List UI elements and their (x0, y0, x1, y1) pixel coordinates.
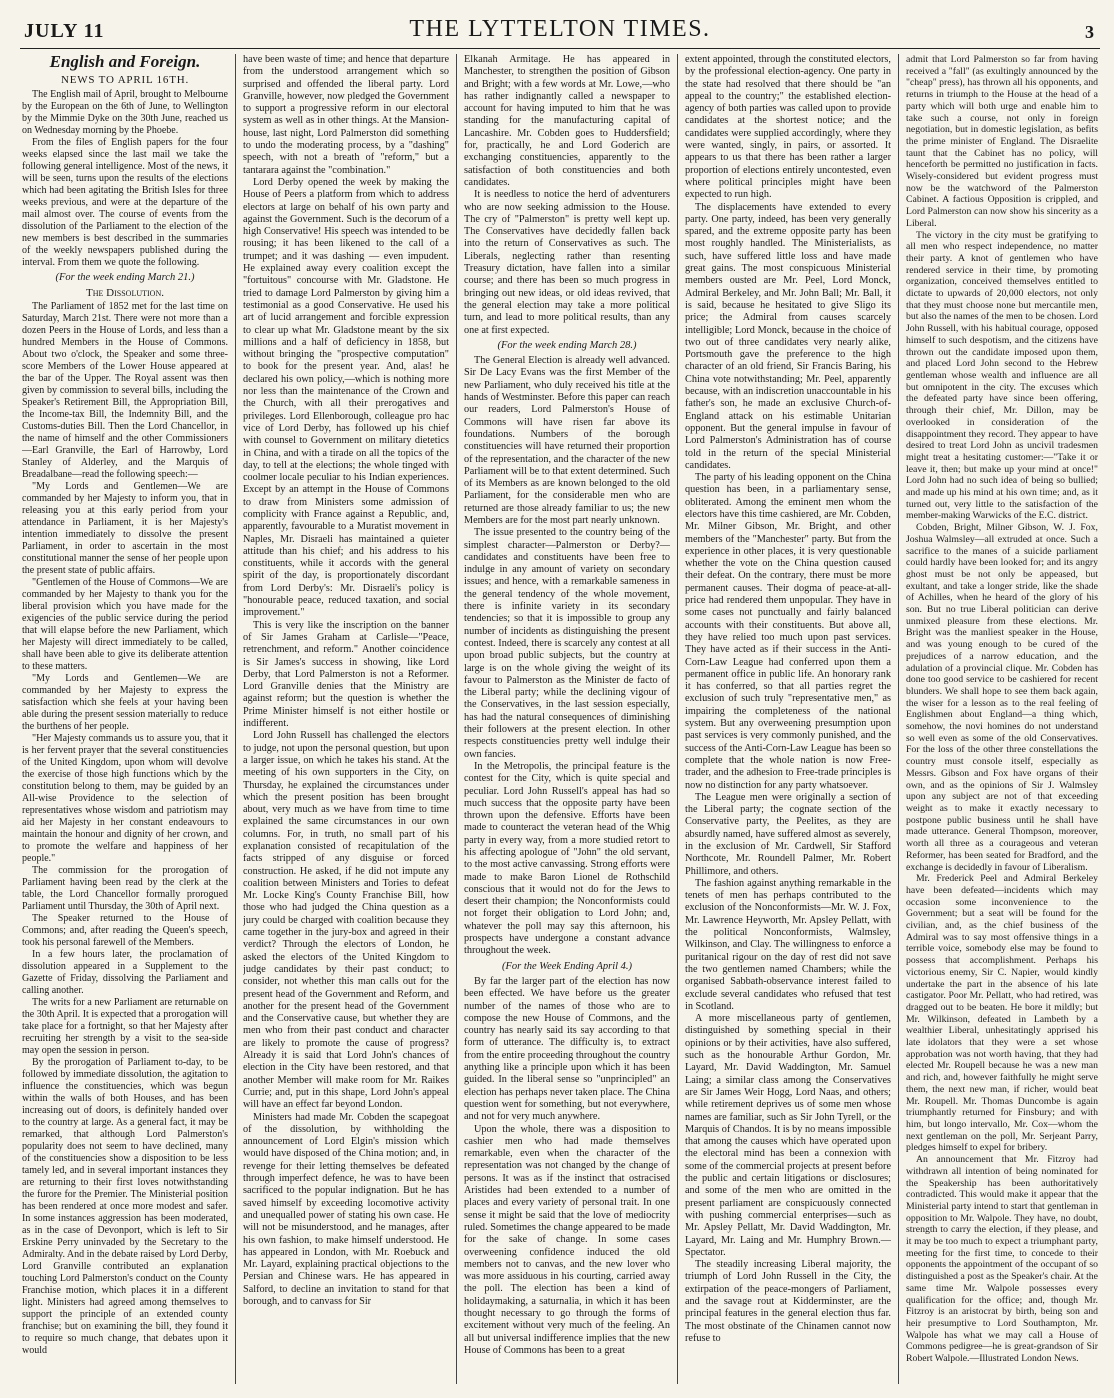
column-2 (243, 54, 449, 1384)
column-rule (235, 54, 236, 1384)
article-paragraph: An announcement that Mr. Fitzroy had withdrawn all intention of being nominated for the Speakership has been authoritatively contradicted. This would make it appear that the Ministerial party intend to start that gentleman in opposition to Mr. Walpole. They have, no doubt, strength to carry the election, if they please, and it may be too much to expect a triumphant party, meeting for the first time, to concede to their opponents the appointment of the occupant of so distinguished a post as the Speaker's chair. At the same time Mr. Walpole possesses every qualification for the office; and, though Mr. Fitzroy is an aristocrat by birth, being son and heir presumptive to Lord Southampton, Mr. Walpole has what we may call a House of Commons pedigree—he is great-grandson of Sir Robert Walpole.—Illustrated London News. (906, 1154, 1098, 1365)
article-paragraph: It is needless to notice the herd of adventurers who are now seeking admission to the House. The cry of "Palmerston" is pretty well kept up. The Conservatives have decidedly fallen back into the return of Conservatives as such. The Liberals, neglecting rather than resenting Treasury dictation, have fallen into a similar course; and there has been so much progress in bringing out new ideas, or old ideas revived, that the general election may take a more political turn, and lead to more political results, than any one at first expected. (464, 189, 670, 336)
article-paragraph: The Speaker returned to the House of Commons; and, after reading the Queen's speech, took his personal farewell of the Members. (22, 913, 228, 948)
column-5 (906, 54, 1098, 1384)
article-paragraph: In the Metropolis, the principal feature is the contest for the City, which is quite special and peculiar. Lord John Russell's appeal has had so much success that the opposite party have been thrown upon the defensive. Efforts have been made to counteract the veteran head of the Whig party in every way, from a more studied retort to his affecting apologue of "John" the old servant, to the most active canvassing. Strong efforts were made to make Baron Lionel de Rothschild conscious that it would not do for the Jews to desert their champion; the Nonconformists could not forget their obligation to Lord John; and, whatever the poll may say this afternoon, his prospects have undergone a constant advance throughout the week. (464, 760, 670, 957)
column-rule (456, 54, 457, 1384)
dateline-heading: (For the Week Ending April 4.) (501, 960, 633, 972)
article-paragraph: "My Lords and Gentlemen—We are commanded by her Majesty to inform you, that in releasing you at this early period from your attendance in Parliament, it is her Majesty's intention immediately to dissolve the present Parliament, in order to ascertain in the most constitutional manner the sense of her people upon the present state of public affairs. (22, 481, 228, 576)
article-paragraph: Upon the whole, there was a disposition to cashier men who had made themselves remarkable, even when the character of the representation was not changed by the change of persons. It was as if the instinct that ostracised Aristides had been extended to a number of places and every variety of personal trait. In one sense it might be said that the love of mediocrity ruled. Sometimes the change appeared to be made for the sake of change. In some cases overweening confidence induced the old members not to canvas, and the new lover who was more assiduous in his courting, carried away the poll. The election has been a kind of holidaymaking, a saturnalia, in which it has been thought necessary to go through the forms of excitement without very much of the feeling. An all but universal indifference implies that the new House of Commons has been to a great (464, 1123, 670, 1356)
article-paragraph: The English mail of April, brought to Melbourne by the European on the 6th of June, to Wellington by the Mimmie Dyke on the 30th June, reached us on Wednesday morning by the Phoebe. (22, 89, 228, 136)
article-paragraph: In a few hours later, the proclamation of dissolution appeared in a Supplement to the Gazette of Friday, dissolving the Parliament and calling another. (22, 949, 228, 996)
page-number: 3 (1085, 22, 1094, 42)
section-subheading: NEWS TO APRIL 16TH. (60, 74, 190, 86)
masthead (20, 8, 1100, 49)
article-paragraph: The party of his leading opponent on the China question has been, in a parliamentary sense, obliterated. Among the eminent men whom the electors have this time cashiered, are Mr. Cobden, Mr. Milner Gibson, Mr. Bright, and other members of the "Manchester" party. But from the experience in other places, it is very questionable whether the vote on the China question caused their defeat. On the contrary, there must be more permanent causes. Their dogma of peace-at-all-price had rendered them unpopular. They have in some cases not punctually and fairly balanced accounts with their constituents. But above all, they have relied too much upon past services. They have acted as if their success in the Anti-Corn-Law League had conferred upon them a permanent office in public life. An honorary rank it has conferred, so that all parties regret the exclusion of such truly "representative men," as impairing the completeness of the national system. But any overweening presumption upon past services is very commonly punished, and the success of the Anti-Corn-Law League has been so complete that the whole nation is now Free-trader, and the adhesion to Free-trade principles is now no distinction for any party whatsoever. (685, 472, 891, 791)
article-paragraph: The commission for the prorogation of Parliament having been read by the clerk at the table, the Lord Chancellor formally prorogued Parliament until Thursday, the 30th of April next. (22, 865, 228, 912)
article-paragraph: The issue presented to the country being of the simplest character—Palmerston or Derby?—candidates and constituents have been free to indulge in any amount of variety on secondary issues; and hence, with a remarkable sameness in the general tendency of the whole movement, there is infinite variety in its secondary tendencies; so that it is impossible to group any number of incidents as distinguishing the present contest. Indeed, there is scarcely any contest at all upon broad public subjects, but the country at large is on the whole giving the weight of its favour to Palmerston as the Minister de facto of the Liberal party; while the declining vigour of the Conservatives, in the last session especially, has had the natural consequences of diminishing their followers at the present election. In other respects constituencies pretty well indulge their own fancies. (464, 527, 670, 760)
section-heading: English and Foreign. (49, 54, 201, 71)
article-paragraph: Elkanah Armitage. He has appeared in Manchester, to strengthen the position of Gibson and Bright; with a few words at Mr. Lowe,—who has rather indignantly called a newspaper to account for having imputed to him that he was standing for the manufacturing capital of Lancashire. Mr. Cobden goes to Huddersfield; for, practically, he and Lord Goderich are exchanging constituencies, apparently to the satisfaction of both constituencies and both candidates. (464, 54, 670, 188)
article-paragraph: The League men were originally a section of the Liberal party; the cognate section of the Conservative party, the Peelites, as they are absurdly named, have suffered almost as severely, in the exclusion of Mr. Cardwell, Sir Stafford Northcote, Mr. Roundell Palmer, Mr. Robert Phillimore, and others. (685, 791, 891, 877)
dateline-heading: (For the week ending March 28.) (497, 339, 637, 351)
newspaper-title: THE LYTTELTON TIMES. (409, 16, 711, 42)
article-paragraph: "Her Majesty commands us to assure you, that it is her fervent prayer that the several constituencies of the United Kingdom, upon whom will devolve the exercise of those high functions which by the constitution belong to them, may be guided by an All-wise Providence to the selection of representatives whose wisdom and patriotism may aid her Majesty in her constant endeavours to maintain the honour and dignity of her crown, and to promote the welfare and happiness of her people." (22, 733, 228, 864)
article-paragraph: By far the larger part of the election has now been effected. We have before us the greater number of the names of those who are to compose the new House of Commons, and the country has nearly said its say according to that form of utterance. The difficulty is, to extract from the entire proceeding throughout the country anything like a principle upon which it has been guided. In the liberal sense so "unprincipled" an election has perhaps never taken place. The China question went for something, but not everywhere, and not for very much anywhere. (464, 975, 670, 1123)
dateline-heading: (For the week ending March 21.) (55, 272, 195, 283)
article-paragraph: The writs for a new Parliament are returnable on the 30th April. It is expected that a prorogation will take place for a fortnight, so that her Majesty after recruiting her strength by a visit to the sea-side may open the session in person. (22, 997, 228, 1056)
article-paragraph: extent appointed, through the constituted electors, by the professional election-agency. One party in the state had resolved that there should be "an appeal to the country;" the established election-agency of both parties was called upon to provide candidates at the shortest notice; and the candidates were supplied accordingly, where they were wanted, singly, in pairs, or assorted. It appears to us that there has been rather a larger proportion of elections entirely uncontested, even where political principles might have been expected to run high. (685, 54, 891, 201)
subsection-heading: The Dissolution. (86, 287, 164, 299)
column-4 (685, 54, 891, 1384)
article-paragraph: By the prorogation of Parliament to-day, to be followed by immediate dissolution, the agitation to influence the constituencies, which was begun within the walls of both Houses, and has been increasing out of doors, is definitely handed over to the country at large. As a general fact, it may be remarked, that although Lord Palmerston's popularity does not seem to have declined, many of the constituencies show a disposition to be less tamely led, and in several important instances they are returning to their first loves notwithstanding the furore for the Premier. The Ministerial position has been rendered at once more modest and safer. In some instances aggression has been moderated, as in the case of Devonport, which is left to Sir Erskine Perry uninvaded by the Secretary to the Admiralty. And in the debate raised by Lord Derby, Lord Granville contributed an explanation touching Lord Palmerston's conduct on the County Franchise motion, which places it in a different light. Ministers had agreed among themselves to support the principle of an extended county franchise; but on examining the bill, they found it to require so much change, that debates upon it would (22, 1057, 228, 1356)
column-rule (898, 54, 899, 1384)
article-columns (22, 54, 1102, 1384)
article-paragraph: Mr. Frederick Peel and Admiral Berkeley have been defeated—incidents which may occasion some inconvenience to the Government; but a seat will be found for the civilian, and, as the chief business of the Admiral was to say most offensive things in a terrible voice, somebody else may be found to possess that accomplishment. Perhaps his victorious enemy, Sir C. Napier, would kindly undertake the part in the absence of his late castigator. Poor Mr. Pellatt, who had retired, was dragged out to be beaten. He bore it mildly; but Mr. Wilkinson, defeated in Lambeth by a wealthier Liberal, unhesitatingly apprised his late idolators that they were a set whose approbation was not worth having, that they had elected Mr. Roupell because he was a new man and rich, and, however faithfully he might serve them, the next new man, if richer, would beat Mr. Roupell. Mr. Thomas Duncombe is again triumphantly returned for Finsbury; and with him, but longo intervallo, Mr. Cox—whom the next gentleman on the poll, Mr. Serjeant Parry, pledges himself to expel for bribery. (906, 873, 1098, 1154)
article-paragraph: Lord John Russell has challenged the electors to judge, not upon the personal question, but upon a larger issue, on which he takes his stand. At the meeting of his own supporters in the City, on Thursday, he explained the circumstances under which the present position has been brought about, very much as we have from time to time explained the same circumstances in our own columns. For, in truth, no small part of his explanation consisted of recapitulation of the facts stripped of any disguise or forced construction. He asked, if he did not impute any coalition between Ministers and Tories to defeat Mr. Locke King's County Franchise Bill, how those who had judged the China question as a jury could be charged with coalition because they came together in the jury-box and agreed in their verdict? Through the electors of London, he asked the electors of the United Kingdom to judge candidates by their past conduct; to consider, not whether this man calls out for the present head of the Government and Reform, and another for the present head of the Government and the Conservative cause, but whether they are men who from their past conduct and character are likely to promote the cause of progress? Already it is said that Lord John's chances of election in the City have been restored, and that another Member will make room for Mr. Raikes Currie; and, put in this shape, Lord John's appeal will have an effect far beyond London. (243, 730, 449, 1111)
article-paragraph: Cobden, Bright, Milner Gibson, W. J. Fox, Joshua Walmsley—all extruded at once. Such a sacrifice to the manes of a suicide parliament could hardly have been looked for; and its angry ghost must be not only be appeased, but exultant, and take a longer stride, like the shade of Achilles, when he heard of the glory of his son. But no true Liberal politician can derive unmixed pleasure from these elections. Mr. Bright was the manliest speaker in the House, and was young enough to be cured of the prejudices of a narrow education, and the adulation of a provincial clique. Mr. Cobden has done too good service to be cashiered for recent blunders. We shall hope to see them back again, the wiser for a lesson as to the real feeling of Englishmen about England—a thing which, somehow, the novi homines do not understand so well even as some of the old Conservatives. For the loss of the other three constellations the country must console itself, especially as Messrs. Gibson and Fox have organs of their own, and as the opinions of Sir J. Walmsley upon any subject are not of that exceeding weight as to make it exactly necessary to postpone public business until he shall have made utterance. General Thompson, moreover, worth all three as a courageous and veteran Reformer, has been seated for Bradford, and the exchange is decidedly in favour of Liberalism. (906, 522, 1098, 873)
article-paragraph: Ministers had made Mr. Cobden the scapegoat of the dissolution, by withholding the announcement of Lord Elgin's mission which would have disposed of the China motion; and, in revenge for their letting themselves be defeated through imperfect defence, he was to have been sacrificed to the popular indignation. But he has saved himself by exceeding locomotive activity and unequalled power of stating his own case. He will not be misunderstood, and he manages, after his own fashion, to make himself understood. He has appeared in London, with Mr. Roebuck and Mr. Layard, explaining practical objections to the Persian and Chinese wars. He has appeared in Salford, to decline an invitation to stand for that borough, and to canvass for Sir (243, 1111, 449, 1307)
article-paragraph: have been waste of time; and hence that departure from the understood arrangement which so surprised and offended the liberal party. Lord Granville, however, now pledged the Government to support a progressive reform in our electoral system as well as in other things. At the Mansion-house, last night, Lord Palmerston did something to undo the moderating process, by a "dashing" speech, with not a breath of "reform," but a tantarara against the "combination." (243, 54, 449, 176)
article-paragraph: "My Lords and Gentlemen—We are commanded by her Majesty to express the satisfaction which she feels at your having been able during the present session materially to reduce the burthens of her people. (22, 673, 228, 732)
article-paragraph: The fashion against anything remarkable in the tenets of men has perhaps contributed to the exclusion of the Nonconformists—Mr. W. J. Fox, Mr. Lawrence Heyworth, Mr. Apsley Pellatt, with the political Nonconformists, Walmsley, Wilkinson, and Clay. The willingness to enforce a puritanical rigour on the day of rest did not save the two gentlemen named Chambers; while the organised Sabbath-observance interest failed to exclude several candidates who refused that test in Scotland. (685, 877, 891, 1012)
article-paragraph: From the files of English papers for the four weeks elapsed since the last mail we take the following general intelligence. Most of the news, it will be seen, turns upon the results of the elections which had been agitating the British Isles for three weeks previous, and were at the departure of the mail almost over. The course of events from the dissolution of the Parliament to the election of the new members is best described in the summaries of the weekly newspapers published during the interval. From them we quote the following. (22, 137, 228, 268)
column-1 (22, 54, 228, 1384)
article-paragraph: Lord Derby opened the week by making the House of Peers a platform from which to address electors at large on behalf of his own party and against the Government. Such is the decorum of a high Conservative! His speech was intended to be rousing; it has been likened to the call of a trumpet; and it was dashing — even impudent. He explained away every coalition except the "fortuitous" concourse with Mr. Gladstone. He tried to damage Lord Palmerston by giving him a testimonial as a good Conservative. He used his art of lucid arrangement and forcible expression to clear up what Mr. Gladstone meant by the six millions and a half of deficiency in 1858, but without bringing the "prospective computation" to book for the present year. And, alas! he declared his own policy,—which is nothing more nor less than the maintenance of the Crown and the Church, with all their prerogatives and privileges. Lord Ellenborough, colleague pro hac vice of Lord Derby, has followed up his chief with counsel to Government on military dietetics in China, and with a tirade on all the topics of the day, to tell at the elections; the whole tinged with coolmer locale peculiar to his Indian experiences. Except by an attempt in the House of Commons to draw from Ministers some admission of complicity with France against a Republic, and, apparently, favourable to a Muratist movement in Naples, Mr. Disraeli has maintained a quieter attitude than his chief; and his address to his constituents, while it accords with the general spirit of the day, is proportionately discordant from Lord Derby's: Mr. Disraeli's policy is "honourable peace, reduced taxation, and social improvement." (243, 176, 449, 619)
issue-date: JULY 11 (24, 20, 105, 42)
article-paragraph: The victory in the city must be gratifying to all men who respect independence, no matter their party. A knot of gentlemen who have rendered service in their time, by promoting organization, conceived themselves entitled to dictate to upwards of 20,000 electors, not only that they must choose none but mercantile men, but also the names of the men to be chosen. Lord John Russell, with his habitual courage, opposed himself to such despotism, and the citizens have thrown out the candidate imposed upon them, and placed Lord John second to the Hebrew gentleman whose wealth and influence are all but omnipotent in the city. The excuses which the defeated party have since been offering, through their chief, Mr. Dillon, may be overlooked in consideration of the disappointment they record. They appear to have desired to treat Lord John as uncivil tradesmen might treat a hesitating customer:—"Take it or leave it, then; but make up your mind at once!" Lord John had no such idea of being so bullied; and made up his mind at his own time; and, as it turned out, very little to the satisfaction of the member-making Warwicks of the E.C. district. (906, 229, 1098, 522)
article-paragraph: The Parliament of 1852 met for the last time on Saturday, March 21st. There were not more than a dozen Peers in the House of Lords, and less than a hundred Members in the House of Commons. About two o'clock, the Speaker and some three-score Members of the Lower House appeared at the bar of the Upper. The Royal assent was then given by commission to several bills, including the Speaker's Retirement Bill, the Appropriation Bill, the Income-tax Bill, the Indemnity Bill, and the Customs-duties Bill. Then the Lord Chancellor, in the name of himself and the other Commissioners—Earl Granville, the Earl of Harrowby, Lord Stanley of Alderley, and the Marquis of Breadalbane—read the following speech:— (22, 301, 228, 480)
article-paragraph: A more miscellaneous party of gentlemen, distinguished by something special in their opinions or by their activities, have also suffered, such as the honourable Arthur Gordon, Mr. Layard, Mr. David Waddington, Mr. Samuel Laing; a similar class among the Conservatives are Sir James Weir Hogg, Lord Naas, and others; while retirement deprives us of some men whose names are familiar, such as Sir John Tyrell, or the Marquis of Chandos. It is by no means impossible that among the causes which have operated upon the electoral mind has been a connexion with some of the commercial projects at present before the public and certain litigations or disclosures; and some of the men who are omitted in the present parliament are conspicuously connected with pushing commercial enterprises—such as Mr. Apsley Pellatt, Mr. David Waddington, Mr. Layard, Mr. Laing and Mr. Humphry Brown.—Spectator. (685, 1013, 891, 1258)
article-paragraph: admit that Lord Palmerston so far from having received a "fall" (as exultingly announced by the "cheap" press), has thrown all his opponents, and returns in triumph to the House at the head of a party which will both urge and enable him to take such a course, not only in foreign negotiation, but in domestic legislation, as befits the prime minister of England. The Disraelite taunt that the Cabinet has no policy, will henceforth be permitted no justification in facts. Wisely-considered but evident progress must now be the watchword of the Palmerston Cabinet. A factious Opposition is crippled, and Lord Palmerston can now show his sincerity as a Liberal. (906, 54, 1098, 229)
column-rule (677, 54, 678, 1384)
article-paragraph: This is very like the inscription on the banner of Sir James Graham at Carlisle—"Peace, retrenchment, and reform." Another coincidence is Sir James's success in showing, like Lord Derby, that Lord Palmerston is not a Reformer. Lord Granville denies that the Ministry are against reform; but the question is whether the Prime Minister himself is not either hostile or indifferent. (243, 619, 449, 730)
article-paragraph: The steadily increasing Liberal majority, the triumph of Lord John Russell in the City, the extirpation of the peace-mongers of Parliament, and the savage rout at Kidderminster, are the principal features in the general election thus far. The most obstinate of the Chinamen cannot now refuse to (685, 1259, 891, 1344)
article-paragraph: "Gentlemen of the House of Commons—We are commanded by her Majesty to thank you for the liberal provision which you have made for the exigencies of the public service during the period that will elapse before the new Parliament, which her Majesty will direct immediately to be called, shall have been able to give its deliberate attention to these matters. (22, 577, 228, 672)
column-3 (464, 54, 670, 1384)
article-paragraph: The General Election is already well advanced. Sir De Lacy Evans was the first Member of the new Parliament, who duly received his title at the hands of Westminster. Before this paper can reach our readers, Lord Palmerston's House of Commons will have risen far above its foundations. Numbers of the borough constituencies will have returned their proportion of the representation, and the character of the new Parliament will be to that extent determined. Such of its Members as are known belonged to the old Parliament, for the considerable men who are returned are those already familiar to us; the new Members are for the most part nearly unknown. (464, 355, 670, 526)
article-paragraph: The displacements have extended to every party. One party, indeed, has been very generally spared, and the extreme opposite party has been most roughly handled. The Ministerialists, as such, have suffered little loss and have made great gains. The most conspicuous Ministerial members ousted are Mr. Peel, Lord Monck, Admiral Berkeley, and Mr. John Ball; Mr. Ball, it is said, because he hesitated to give Sligo its price; the Admiral from causes scarcely intelligible; Lord Monck, because in the choice of two out of three candidates very nearly alike, Portsmouth gave the preference to the high character of an old friend, Sir Francis Baring, his China vote notwithstanding; Mr. Peel, apparently because, with an indiscretion unaccountable in his father's son, he made an exclusive Church-of-England attack on his estimable Unitarian opponent. But the general impulse in favour of Lord Palmerston's Administration has of course told in the return of the special Ministerial candidates. (685, 201, 891, 471)
